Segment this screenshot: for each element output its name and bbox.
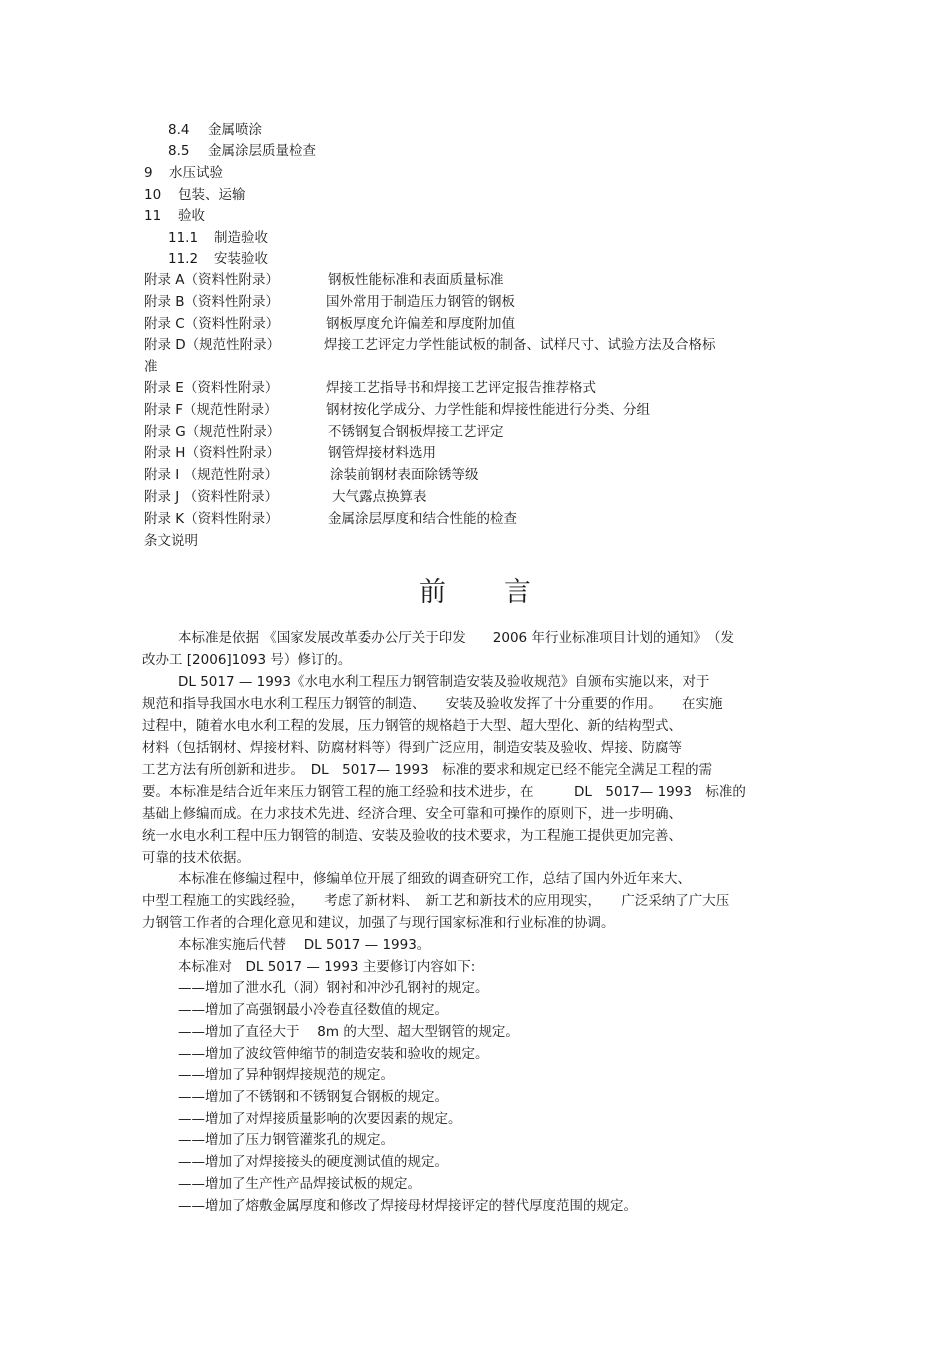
appendix-title: 国外常用于制造压力钢管的钢板: [326, 294, 515, 310]
paragraph-line: 力钢管工作者的合理化意见和建议，加强了与现行国家标准和行业标准的协调。: [142, 915, 615, 931]
list-item: ——增加了泄水孔（洞）钢衬和冲沙孔钢衬的规定。: [178, 980, 489, 996]
paragraph-line: 本标准是依据 《国家发展改革委办公厅关于印发 2006 年行业标准项目计划的通知》 （发: [178, 630, 734, 646]
appendix-title: 大气露点换算表: [332, 489, 427, 505]
paragraph-line: 改办工 [2006]1093 号）修订的。: [142, 652, 352, 668]
paragraph-line: 本标准实施后代替 DL 5017 — 1993。: [178, 937, 431, 953]
list-item: ——增加了对焊接接头的硬度测试值的规定。: [178, 1154, 448, 1170]
appendix-prefix: 附录 A（资料性附录）: [144, 272, 280, 288]
list-item: ——增加了波纹管伸缩节的制造安装和验收的规定。: [178, 1046, 489, 1062]
toc-number: 11.2: [168, 251, 199, 267]
appendix-title: 金属涂层厚度和结合性能的检查: [328, 511, 517, 527]
appendix-title: 钢板厚度允许偏差和厚度附加值: [326, 316, 515, 332]
appendix-prefix: 附录 G（规范性附录）: [144, 424, 281, 440]
paragraph-line: 可靠的技术依据。: [142, 850, 250, 866]
toc-number: 8.5: [168, 143, 190, 159]
toc-label: 金属涂层质量检查: [208, 143, 316, 159]
toc-number: 11.1: [168, 230, 199, 246]
appendix-prefix: 附录 H（资料性附录）: [144, 445, 280, 461]
appendix-title: 钢管焊接材料选用: [328, 445, 436, 461]
appendix-prefix: 附录 C（资料性附录）: [144, 316, 280, 332]
list-item: ——增加了对焊接质量影响的次要因素的规定。: [178, 1111, 462, 1127]
paragraph-line: 工艺方法有所创新和进步。 DL 5017— 1993 标准的要求和规定已经不能完全满足工程的需: [142, 762, 713, 778]
appendix-prefix: 附录 D（规范性附录）: [144, 337, 281, 353]
paragraph-line: 过程中，随着水电水利工程的发展，压力钢管的规格趋于大型、超大型化、新的结构型式、: [142, 718, 682, 734]
toc-number: 9: [144, 165, 153, 181]
toc-number: 8.4: [168, 122, 190, 138]
toc-entry-11-1: [168, 229, 268, 247]
list-item: ——增加了压力钢管灌浆孔的规定。: [178, 1132, 394, 1148]
paragraph-line: DL 5017 — 1993《水电水利工程压力钢管制造安装及验收规范》自颁布实施以来，对于: [178, 674, 710, 690]
list-item: ——增加了异种钢焊接规范的规定。: [178, 1067, 394, 1083]
appendix-prefix: 附录 I （规范性附录）: [144, 467, 279, 483]
section-heading: 前言: [419, 577, 589, 608]
toc-entry-8-5: [168, 142, 316, 160]
list-item: ——增加了不锈钢和不锈钢复合钢板的规定。: [178, 1089, 448, 1105]
paragraph-line: 基础上修编而成。在力求技术先进、经济合理、安全可靠和可操作的原则下，进一步明确、: [142, 806, 682, 822]
toc-label: 验收: [178, 208, 205, 224]
appendix-title: 焊接工艺评定力学性能试板的制备、试样尺寸、试验方法及合格标: [324, 337, 716, 353]
appendix-prefix: 附录 K（资料性附录）: [144, 511, 279, 527]
toc-label: 金属喷涂: [208, 122, 262, 138]
toc-label: 制造验收: [214, 230, 268, 246]
appendix-prefix: 附录 E（资料性附录）: [144, 380, 279, 396]
paragraph-line: 中型工程施工的实践经验， 考虑了新材料、 新工艺和新技术的应用现实， 广泛采纳了广大压: [142, 893, 730, 909]
appendix-prefix: 附录 F（规范性附录）: [144, 402, 278, 418]
appendix-title-continuation: 准: [144, 359, 158, 375]
toc-entry-9: [144, 164, 223, 182]
toc-number: 10: [144, 187, 162, 203]
toc-entry-11: [144, 207, 205, 225]
toc-number: 11: [144, 208, 162, 224]
appendix-title: 涂装前钢材表面除锈等级: [330, 467, 479, 483]
appendix-title: 钢板性能标准和表面质量标准: [328, 272, 504, 288]
paragraph-line: 统一水电水利工程中压力钢管的制造、安装及验收的技术要求，为工程施工提供更加完善、: [142, 828, 682, 844]
toc-label: 安装验收: [214, 251, 268, 267]
paragraph-line: 本标准在修编过程中，修编单位开展了细致的调查研究工作，总结了国内外近年来大、: [178, 871, 691, 887]
appendix-prefix: 附录 J （资料性附录）: [144, 489, 279, 505]
list-item: ——增加了直径大于 8m 的大型、超大型钢管的规定。: [178, 1024, 519, 1040]
toc-entry-explanation: 条文说明: [144, 533, 198, 549]
toc-label: 水压试验: [169, 165, 223, 181]
list-item: ——增加了高强钢最小冷卷直径数值的规定。: [178, 1002, 448, 1018]
toc-entry-8-4: [168, 121, 262, 139]
toc-entry-11-2: [168, 250, 268, 268]
paragraph-line: 本标准对 DL 5017 — 1993 主要修订内容如下:: [178, 959, 476, 975]
appendix-prefix: 附录 B（资料性附录）: [144, 294, 280, 310]
toc-label: 包装、运输: [178, 187, 246, 203]
appendix-title: 钢材按化学成分、力学性能和焊接性能进行分类、分组: [326, 402, 650, 418]
list-item: ——增加了生产性产品焊接试板的规定。: [178, 1176, 421, 1192]
paragraph-line: 材料（包括钢材、焊接材料、防腐材料等）得到广泛应用，制造安装及验收、焊接、防腐等: [142, 740, 682, 756]
paragraph-line: 规范和指导我国水电水利工程压力钢管的制造、 安装及验收发挥了十分重要的作用。 在实施: [142, 696, 723, 712]
paragraph-line: 要。本标准是结合近年来压力钢管工程的施工经验和技术进步，在 DL 5017— 1993 标准的: [142, 784, 746, 800]
toc-entry-10: [144, 186, 246, 204]
list-item: ——增加了熔敷金属厚度和修改了焊接母材焊接评定的替代厚度范围的规定。: [178, 1198, 637, 1214]
appendix-title: 焊接工艺指导书和焊接工艺评定报告推荐格式: [326, 380, 596, 396]
appendix-title: 不锈钢复合钢板焊接工艺评定: [328, 424, 504, 440]
